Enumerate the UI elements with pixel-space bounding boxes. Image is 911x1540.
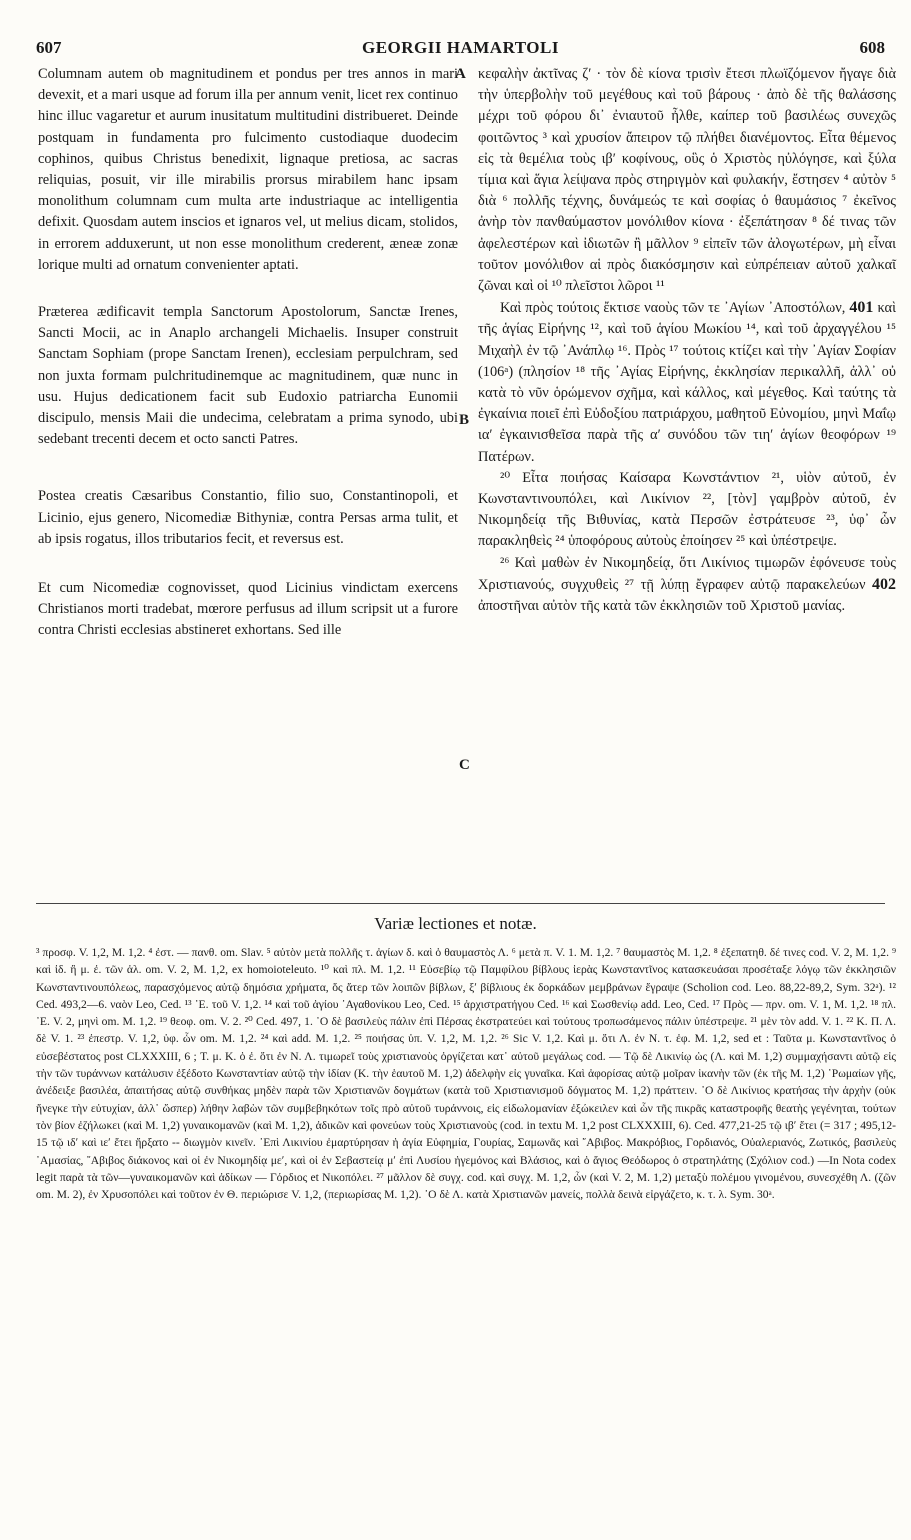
column-number: 401 <box>849 299 874 317</box>
latin-column <box>38 64 458 642</box>
greek-paragraph: ²⁰ Εἶτα ποιήσας Καίσαρα Κωνστάντιον ²¹, υἱὸν αὐτοῦ, ἐν Κωνσταντινουπόλει, καὶ Λικίνιον ²², [τὸν] γαμβρὸν αὐτοῦ, ἐν Νικομηδείᾳ τῆς Βιθυνίας, κατὰ Περσῶν ἐστράτευσε ²³, ὑφ᾽ ὧν παρακληθεὶς ²⁴ ὑποφόρους αὐτοὺς ἐποίησεν ²⁵ καὶ ὑπέστρεψε. <box>478 469 896 550</box>
margin-marker-a: A <box>455 66 466 82</box>
latin-paragraph: Postea creatis Cæsaribus Constantio, filio suo, Constantinopoli, et Licinio, ejus genero, Nicomediæ Bithyniæ, contra Persas arma tulit, et ab ipsis rogatus, illos tributarios fecit, et reversus est. <box>38 488 458 547</box>
divider <box>36 903 885 904</box>
column-number: 402 <box>871 575 896 593</box>
running-title: GEORGII HAMARTOLI <box>362 38 559 57</box>
left-page-number: 607 <box>36 38 62 57</box>
notes-heading: Variæ lectiones et notæ. <box>374 914 537 933</box>
margin-marker-c: C <box>459 757 470 773</box>
greek-paragraph: κεφαλὴν ἀκτῖνας ζʹ · τὸν δὲ κίονα τρισὶν ἔτεσι πλωϊζόμενον ἤγαγε διὰ τὴν ὑπερβολὴν τοῦ μεγέθους καὶ τοῦ βάρους · ἀπὸ δὲ τῆς θαλάσσης μέχρι τοῦ φόρου δι᾽ ἐνιαυτοῦ ἦλθε, καίπερ τοῦ βασιλέως συνεχῶς φοιτῶντος ³ καὶ χρυσίον ἄπειρον τῷ πλήθει διανέμοντος. Εἶτα θέμενος εἰς τὰ θεμέλια τοὺς ιβʹ κοφίνους, οὓς ὁ Χριστὸς ηὐλόγησε, καὶ ξύλα τίμια καὶ ἅγια λείψανα πρὸς στηριγμὸν καὶ φυλακήν, ἔστησεν ⁴ αὐτὸν ⁵ διὰ ⁶ πολλῆς τέχνης, δυνάμεώς τε καὶ σοφίας ὁ θαυμάσιος ⁷ ἐκεῖνος ἀνὴρ τὸν πανθαύμαστον μονόλιθον κίονα · ἐξεπάτησαν ⁸ δέ τινας τῶν ἀφελεστέρων καὶ ἰδιωτῶν ἢ μᾶλλον ⁹ εἰπεῖν τῶν ἀλογωτέρων, μὴ εἶναι τοῦτον μονόλιθον αἱ πρὸς διακόσμησιν καὶ εὐπρέπειαν αὐτοῦ χαλκαῖ ζῶναι καὶ οἱ ¹⁰ πλεῖστοι λῶροι ¹¹ <box>478 66 896 295</box>
greek-column <box>478 64 896 617</box>
greek-paragraph: Καὶ πρὸς τούτοις ἔκτισε ναοὺς τῶν τε ᾽Αγίων ᾽Αποστόλων, 401 καὶ τῆς ἁγίας Εἰρήνης ¹², καὶ τοῦ ἁγίου Μωκίου ¹⁴, καὶ τοῦ ἀρχαγγέλου ¹⁵ Μιχαὴλ ἐν τῷ ᾽Ανάπλῳ ¹⁶. Πρὸς ¹⁷ τούτοις κτίζει καὶ τὴν ᾽Αγίαν Σοφίαν (106ᵃ) (πλησίον ¹⁸ τῆς ᾽Αγίας Εἰρήνης, ἐκκλησίαν περικαλλῆ, ἀλλ᾽ οὐ κατὰ τὸ νῦν ὁρώμενον σχῆμα, καὶ κάλλος, καὶ μέγεθος. Καὶ ταύτης τὰ ἐγκαίνια ποιεῖ ἐπὶ Εὐδοξίου πατριάρχου, μαθητοῦ Εὐνομίου, μηνὶ Μαΐῳ ιαʹ ἐγκαινισθεῖσα παρὰ τῆς αʹ συνόδου τῶν τιηʹ ἁγίων θεοφόρων ¹⁹ Πατέρων. <box>478 299 896 465</box>
greek-paragraph: ²⁶ Καὶ μαθὼν ἐν Νικομηδείᾳ, ὅτι Λικίνιος τιμωρῶν ἐφόνευσε τοὺς Χριστιανούς, συγχυθεὶς ²⁷ τῇ λύπῃ ἔγραφεν αὐτῷ παρακελεύων 402 ἀποστῆναι αὐτὸν τῆς κατὰ τῶν ἐκκλησιῶν τοῦ Χριστοῦ μανίας. <box>478 554 896 615</box>
latin-paragraph: Columnam autem ob magnitudinem et pondus per tres annos in mari devexit, et a mari usque ad forum illa per annum venit, licet rex continuo hinc illuc vagaretur et aurum inusitatum multitudini distribueret. Deinde postquam in fundamenta pro fulcimento custodiaque duodecim cophinos, quibus Christus benedixit, lignaque pretiosa, ac sacras reliquias, posuit, vir ille mirabilis prorsus mirabilem hanc ipsam monolithum columnam cum multa arte industriaque ac intelligentia defixit. Quosdam autem inscios et ignaros vel, ut melius dicam, stolidos, in errorem adduxerunt, ut non esse monolithum crederent, æneæ zonæ lorique multi ad ornatum convenienter aptati. <box>38 66 458 273</box>
right-page-number: 608 <box>859 38 885 57</box>
margin-marker-b: B <box>459 412 470 428</box>
notes-text: ³ προσφ. V. 1,2, M. 1,2. ⁴ ἐστ. — πανθ. om. Slav. ⁵ αὐτὸν μετὰ πολλῆς τ. ἁγίων δ. καὶ ὁ θαυμαστὸς Λ. ⁶ μετὰ π. V. 1. M. 1,2. ⁷ θαυμαστὸς M. 1,2. ⁸ ἐξεπατηθ. δέ τινες cod. V. 2, M. 1,2. ⁹ καὶ ἰδ. ἢ μ. ἐ. τῶν ἀλ. om. V. 2, M. 1,2, ex homoioteleuto. ¹⁰ καὶ πλ. M. 1,2. ¹¹ Εὐσεβίῳ τῷ Παμφίλου βίβλους ἱερὰς Κωνσταντῖνος κατασκευάσαι προσέταξε λόγῳ τῶν ἐκκλησιῶν Κωνσταντινουπόλεως, παρασχόμενος αὐτῷ δημόσια χρήματα, ὅς ἄτερ τῶν λοιπῶν βίβλων, ξʹ βίβλιους ἐκ δορκάδων μεμβράνων ἔγραψε (Scholion cod. Leo. 88,22-89,2, Sym. 32ᵃ). ¹² Ced. 493,2—6. ναὸν Leo, Ced. ¹³ ᾽Ε. τοῦ V. 1,2. ¹⁴ καὶ τοῦ ἁγίου ᾽Αγαθονίκου Leo, Ced. ¹⁵ ἀρχιστρατήγου Ced. ¹⁶ καὶ Σωσθενίῳ add. Leo, Ced. ¹⁷ Πρὸς — πρν. om. V. 1, M. 1,2. ¹⁸ πλ. ᾽Ε. V. 2, μηνὶ om. M. 1,2. ¹⁹ θεοφ. om. V. 2. ²⁰ Ced. 497, 1. ᾽Ο δὲ βασιλεὺς πάλιν ἐπὶ Πέρσας ἐκστρατεύει καὶ τούτους τροπωσάμενος πάλιν ὑπέστρεψε. ²¹ μὲν τὸν add. V. 1. ²² Κ. Π. Λ. δὲ V. 1. ²³ ἐπεστρ. V. 1,2, ὑφ. ὧν om. M. 1,2. ²⁴ καὶ add. M. 1,2. ²⁵ ποιήσας ὑπ. V. 1,2, M. 1,2. ²⁶ Sic V. 1,2. Καὶ μ. ὅτι Λ. ἐν Ν. τ. ἐφ. M. 1,2, sed et : Ταῦτα μ. Κωνσταντῖνος ὁ εὐσεβέστατος post CLXXXIII, 6 ; Τ. μ. Κ. ὁ ἐ. ὅτι ἐν Ν. Λ. τιμωρεῖ τοὺς χριστιανοὺς ὀργίζεται κατ᾽ αὐτοῦ μεγάλως cod. — Τῷ δὲ Λικινίῳ ὡς (Λ. καὶ Μ. 1,2) συμμαχήσαντι αὐτῷ εἰς τὴν τῶν τυράννων κατάλυσιν ἐξέδοτο Κωνσταντίαν αὐτῷ τὴν ἰδίαν (Κ. τὴν ἑαυτοῦ M. 1,2) ἀδελφὴν εἰς γυναῖκα. Καὶ ἀφορίσας αὐτῷ μοῖραν ἱκανὴν τῶν (ἐκ τῆς M. 1,2) ῾Ρωμαίων γῆς, ἀνέδειξε βασιλέα, ἀπαιτήσας αὐτῷ συνθήκας μηδὲν παρὰ τῶν Χριστιανῶν δογμάτων (κατὰ τοῦ Χριστιανισμοῦ δόγματος M. 1,2) πράττειν. ᾽Ο δὲ Λικίνιος κρατήσας τὴν ἀρχὴν (οὐκ ἤνεγκε τὴν εὐτυχίαν, ἀλλ᾽ ὥσπερ) λήθην λαβὼν τῶν συμβεβηκότων τοῖς πρὸ αὐτοῦ τυράννοις, εἰς εἰδωλομανίαν ἐξώκειλεν καὶ ὧν τῆς πικρᾶς καταστροφῆς θεατὴς γεγένηται, τούτων τὸν βίον ἐζήλωκει (καὶ M. 1,2) γυναικομανῶν (καὶ M. 1,2), ἀδικῶν καὶ φονεύων τοὺς Χριστιανοὺς (cod. in textu M. 1,2 post CLXXXIII, 6). Ced. 477,21-25 τῷ ιβʹ ἔτει (= 317 ; 495,12-15 τῷ ιδʹ καὶ ιεʹ ἔτει ἤρξατο -- διωγμὸν κινεῖν. ᾽Επὶ Λικινίου ἐμαρτύρησαν ἡ ἁγία Εὐφημία, Γουρίας, Σαμωνᾶς καὶ ῎Αβιβος. Μακρόβιος, Γορδιανός, Οὐαλεριανός, Ζωτικός, βασιλεὺς ᾽Αμασίας, ῎Αβιβος διάκονος καὶ οἱ ἐν Νικομηδίᾳ μεʹ, καὶ οἱ ἐν Σεβαστείᾳ μʹ ἐπὶ Λυσίου ἡγεμόνος καὶ Βλάσιος, καὶ ὁ ἅγιος Θεόδωρος ὁ στρατηλάτης (Σχόλιον cod.) —In Nota codex legit παρὰ τὰ τῶν—γυναικομανῶν καὶ ἀδίκων — Γόρδιος et Νικοπόλει. ²⁷ μᾶλλον δὲ συγχ. cod. καὶ συγχ. M. 1,2, ὧν (καὶ V. 2, M. 1,2) μεταξὺ πολέμου γινομένου, συνεσχέθη Λ. (ζῶν om. M. 2), ἐν Χρυσοπόλει καὶ τοῦτον ἐν Θ. περιώρισε V. 1,2, (περιωρίσας M. 1,2). ᾽Ο δὲ Λ. κατὰ Χριστιανῶν μανείς, πολλὰ δεινὰ εἰργάζετο, κ. τ. λ. Sym. 30ᵃ. <box>36 946 896 1202</box>
running-header <box>36 38 885 62</box>
notes-block <box>36 944 896 1203</box>
latin-paragraph: Præterea ædificavit templa Sanctorum Apostolorum, Sanctæ Irenes, Sancti Mocii, ac in Anaplo archangeli Michaelis. Insuper construit Sanctam Sophiam (prope Sanctam Irenen), ecclesiam perpulchram, sed non juxta formam pulchritudinemque ac magnitudinem, quæ nunc in usu. Hujus dedicationem facit sub Eudoxio patriarcha Eunomii discipulo, mensis Maii die undecima, celebratam a prima synodo, ubi sedebant trecenti decem et octo sancti Patres. <box>38 304 458 448</box>
latin-paragraph: Et cum Nicomediæ cognovisset, quod Licinius vindictam exercens Christianos morti tradebat, mœrore perfusus ad illum scripsit ut a furore contra Christi ecclesias abstineret exhortans. Sed ille <box>38 580 458 639</box>
